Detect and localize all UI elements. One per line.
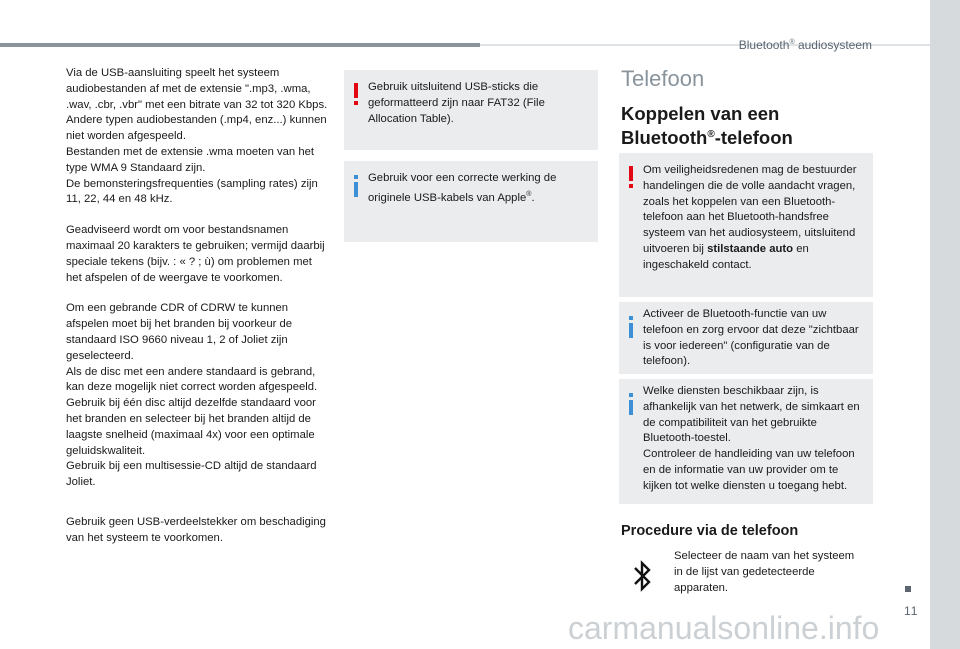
info-icon <box>626 393 636 415</box>
subsection-title: Koppelen van een Bluetooth®-telefoon <box>621 103 793 149</box>
procedure-title: Procedure via de telefoon <box>621 523 799 539</box>
bluetooth-icon <box>632 559 654 593</box>
usb-warning-text: Gebruik uitsluitend USB-sticks die geformatteerd zijn naar FAT32 (File Allocation Table). <box>368 81 545 125</box>
usb-formats-paragraph: Via de USB-aansluiting speelt het systeem audiobestanden af met de extensie ".mp3, .wma, .wav, .cbr, .vbr" met een bitrate van 32 tot 320 Kbps. Andere typen audiobestanden (.mp4, enz...) kunnen niet worden afgespeeld. Bestanden met de extensie .wma moeten van het type WMA 9 Standaard zijn. De bemonsteringsfrequenties (sampling rates) zijn 11, 22, 44 en 48 kHz. <box>66 67 328 206</box>
services-availability-text: Welke diensten beschikbaar zijn, is afhankelijk van het netwerk, de simkaart en de compatibiliteit van het gebruikte Bluetooth-toestel. <box>643 385 860 445</box>
page-marker <box>905 586 911 592</box>
header-rule <box>0 43 480 47</box>
left-column <box>66 66 328 562</box>
warning-icon <box>626 166 636 188</box>
cd-burning-paragraph: Om een gebrande CDR of CDRW te kunnen afspelen moet bij het branden bij voorkeur de standaard ISO 9660 niveau 1, 2 of Joliet zijn geselecteerd. Als de disc met een andere standaard is gebrand, kan deze mogelijk niet correct worden afgespeeld. Gebruik bij één disc altijd dezelfde standaard voor het branden en selecteer bij het branden altijd de laagste snelheid (maximaal 4x) voor een optimale geluidskwaliteit. Gebruik bij een multisessie-CD altijd de standaard Joliet. <box>66 302 318 489</box>
bluetooth-activate-info-box <box>619 302 873 374</box>
services-info-box <box>619 379 873 504</box>
safety-warning-text: Om veiligheidsredenen mag de bestuurder handelingen die de volle aandacht vragen, zoals het koppelen van een Bluetooth-telefoon aan het Bluetooth-handsfree systeem van het audiosysteem, uitsluitend uitvoeren bij stilstaande auto en ingeschakeld contact. <box>643 164 857 271</box>
usb-warning-box <box>344 70 598 150</box>
watermark: carmanualsonline.info <box>568 610 880 646</box>
filename-paragraph: Geadviseerd wordt om voor bestandsnamen maximaal 20 karakters te gebruiken; vermijd daarbij speciale tekens (bijv. : « ? ; ù) om problemen met het afspelen of de weergave te voorkomen. <box>66 224 325 284</box>
usb-cable-info-box <box>344 161 598 242</box>
page-side-tab <box>930 0 960 649</box>
page-number: 11 <box>904 604 919 618</box>
info-icon <box>626 316 636 338</box>
services-check-text: Controleer de handleiding van uw telefoon en de informatie van uw provider om te kijken tot welke diensten u toegang hebt. <box>643 448 855 492</box>
warning-icon <box>351 83 361 105</box>
procedure-step: Selecteer de naam van het systeem in de lijst van gedetecteerde apparaten. <box>674 550 855 594</box>
section-title: Telefoon <box>621 66 705 91</box>
usb-hub-paragraph: Gebruik geen USB-verdeelstekker om beschadiging van het systeem te voorkomen. <box>66 515 326 544</box>
safety-warning-box <box>619 153 873 297</box>
bluetooth-activate-text: Activeer de Bluetooth-functie van uw telefoon en zorg ervoor dat deze "zichtbaar is voor iedereen" (configuratie van de telefoon). <box>643 308 859 368</box>
running-header: Bluetooth® audiosysteem <box>738 38 872 52</box>
usb-cable-info-text: Gebruik voor een correcte werking de originele USB-kabels van Apple®. <box>368 172 557 204</box>
info-icon <box>351 175 361 197</box>
